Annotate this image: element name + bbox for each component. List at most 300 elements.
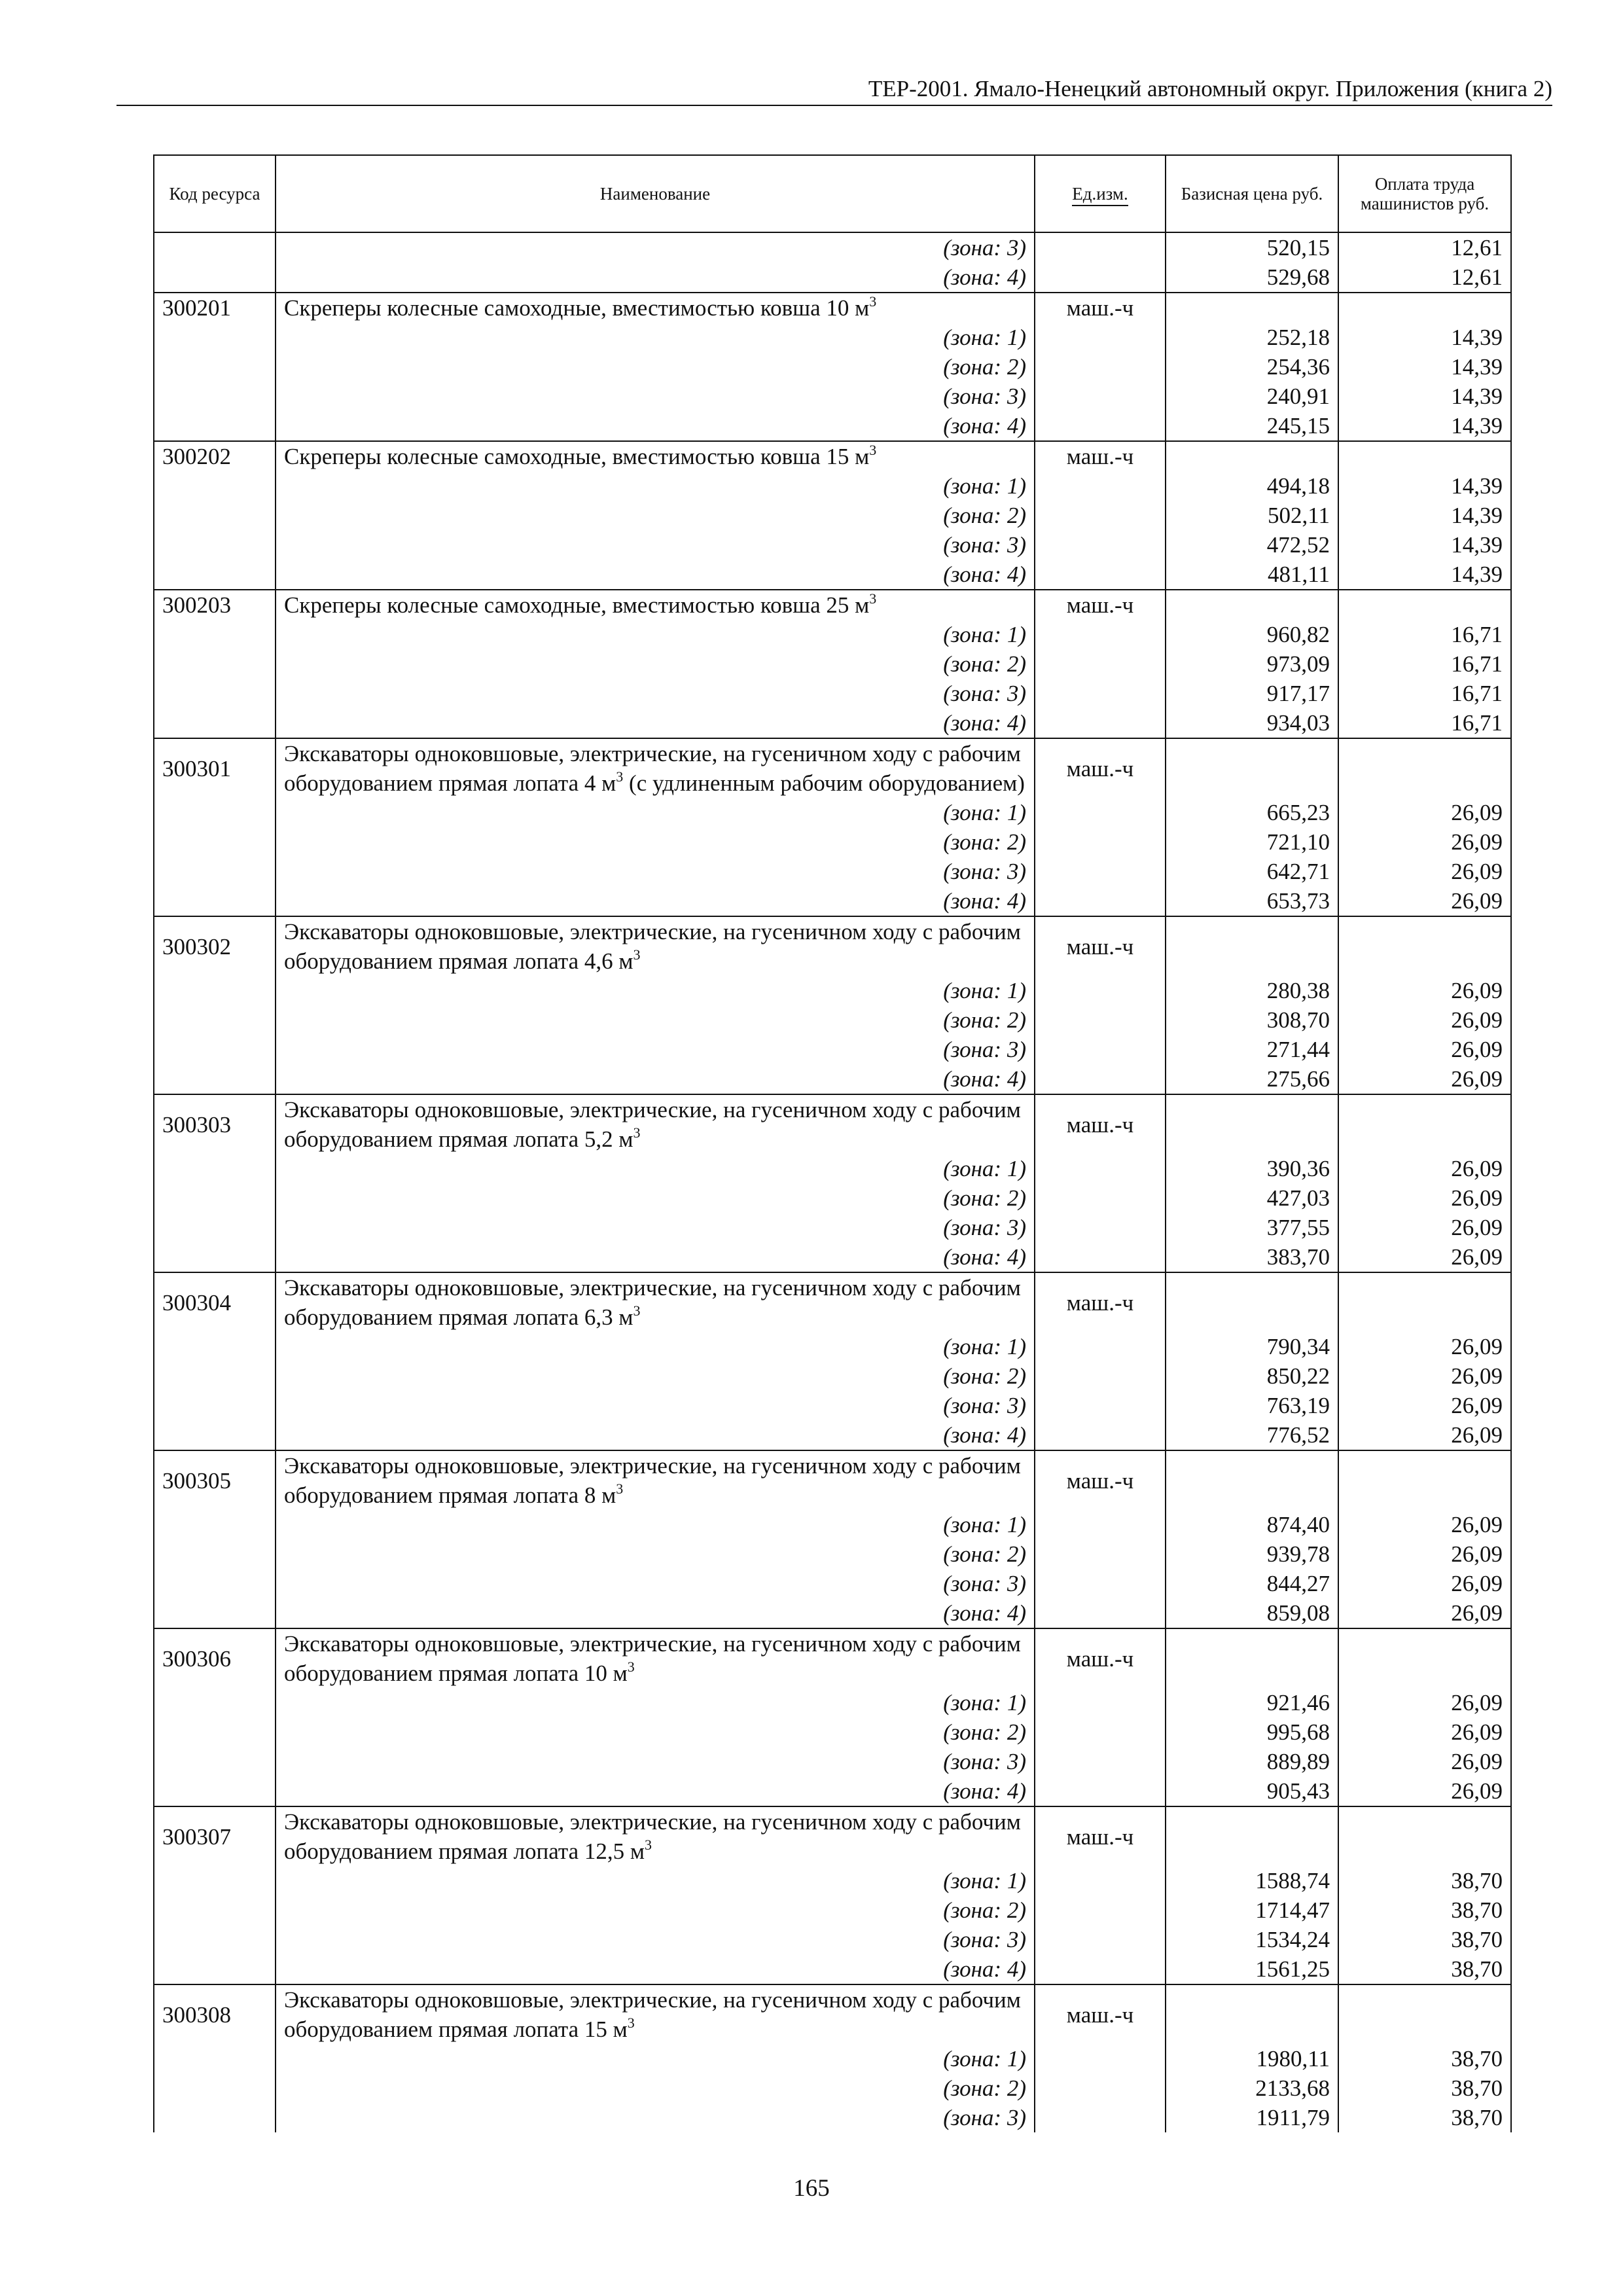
base-price-value: 275,66 bbox=[1166, 1064, 1338, 1094]
resources-table bbox=[153, 154, 1512, 2132]
unit-cell-empty bbox=[1035, 1005, 1166, 1035]
operator-wage-value: 26,09 bbox=[1338, 1332, 1511, 1361]
zone-row bbox=[154, 1539, 1511, 1569]
operator-wage-value: 14,39 bbox=[1338, 471, 1511, 501]
base-price-value: 859,08 bbox=[1166, 1598, 1338, 1628]
unit-cell-empty bbox=[1035, 1569, 1166, 1598]
code-cell-empty bbox=[154, 827, 276, 857]
base-price-value: 844,27 bbox=[1166, 1569, 1338, 1598]
operator-wage-value: 26,09 bbox=[1338, 798, 1511, 827]
zone-label: (зона: 1) bbox=[276, 620, 1035, 649]
code-cell-empty bbox=[154, 679, 276, 708]
base-price-value: 934,03 bbox=[1166, 708, 1338, 738]
resource-name-text: Скреперы колесные самоходные, вместимостью ковша 25 м bbox=[284, 592, 870, 618]
zone-row bbox=[154, 620, 1511, 649]
operator-wage-value: 26,09 bbox=[1338, 1747, 1511, 1776]
operator-wage-value: 14,39 bbox=[1338, 501, 1511, 530]
code-cell-empty bbox=[154, 886, 276, 916]
resource-code: 300306 bbox=[154, 1628, 276, 1688]
zone-row bbox=[154, 649, 1511, 679]
base-price-value: 254,36 bbox=[1166, 352, 1338, 382]
base-price-value: 905,43 bbox=[1166, 1776, 1338, 1806]
code-cell-empty bbox=[154, 1925, 276, 1954]
operator-wage-value: 26,09 bbox=[1338, 1183, 1511, 1213]
unit-superscript: 3 bbox=[616, 1480, 624, 1497]
base-price-value: 1911,79 bbox=[1166, 2103, 1338, 2132]
resource-unit: маш.-ч bbox=[1035, 1984, 1166, 2044]
zone-row bbox=[154, 679, 1511, 708]
resource-name bbox=[276, 1450, 1035, 1510]
base-price-value: 1534,24 bbox=[1166, 1925, 1338, 1954]
operator-wage-value: 26,09 bbox=[1338, 1154, 1511, 1183]
unit-cell-empty bbox=[1035, 382, 1166, 411]
code-cell-empty bbox=[154, 1332, 276, 1361]
zone-row bbox=[154, 857, 1511, 886]
zone-label: (зона: 1) bbox=[276, 976, 1035, 1005]
running-header: ТЕР-2001. Ямало-Ненецкий автономный округ. Приложения (книга 2) bbox=[868, 76, 1552, 101]
unit-cell-empty bbox=[1035, 1064, 1166, 1094]
zone-row bbox=[154, 798, 1511, 827]
base-price-value: 665,23 bbox=[1166, 798, 1338, 827]
zone-label: (зона: 3) bbox=[276, 382, 1035, 411]
zone-row bbox=[154, 1895, 1511, 1925]
zone-label: (зона: 3) bbox=[276, 1747, 1035, 1776]
column-header-labor-label: Оплата труда машинистов руб. bbox=[1360, 174, 1489, 213]
table-body bbox=[154, 232, 1511, 2132]
zone-row bbox=[154, 708, 1511, 738]
resource-unit: маш.-ч bbox=[1035, 916, 1166, 976]
base-price-empty bbox=[1166, 1806, 1338, 1866]
code-cell-empty bbox=[154, 323, 276, 352]
operator-wage-value: 26,09 bbox=[1338, 1035, 1511, 1064]
code-cell-empty bbox=[154, 411, 276, 441]
zone-label: (зона: 1) bbox=[276, 1866, 1035, 1895]
resource-code: 300304 bbox=[154, 1272, 276, 1332]
operator-wage-value: 16,71 bbox=[1338, 620, 1511, 649]
resource-name-text: Экскаваторы одноковшовые, электрические, на гусеничном ходу с рабочим оборудованием прямая лопата 4 м bbox=[284, 741, 1021, 796]
zone-row bbox=[154, 323, 1511, 352]
code-cell-empty bbox=[154, 857, 276, 886]
operator-wage-value: 26,09 bbox=[1338, 1391, 1511, 1420]
unit-cell-empty bbox=[1035, 560, 1166, 590]
base-price-value: 889,89 bbox=[1166, 1747, 1338, 1776]
unit-cell-empty bbox=[1035, 501, 1166, 530]
resource-row bbox=[154, 1450, 1511, 1510]
zone-label: (зона: 4) bbox=[276, 262, 1035, 293]
unit-cell-empty bbox=[1035, 1688, 1166, 1717]
operator-wage-value: 26,09 bbox=[1338, 1539, 1511, 1569]
unit-superscript: 3 bbox=[633, 1124, 641, 1141]
zone-label: (зона: 4) bbox=[276, 1420, 1035, 1450]
resource-name bbox=[276, 293, 1035, 323]
operator-wage-value: 26,09 bbox=[1338, 1420, 1511, 1450]
base-price-value: 1588,74 bbox=[1166, 1866, 1338, 1895]
unit-cell-empty bbox=[1035, 1510, 1166, 1539]
resource-unit: маш.-ч bbox=[1035, 441, 1166, 471]
operator-wage-value: 38,70 bbox=[1338, 2103, 1511, 2132]
zone-row bbox=[154, 262, 1511, 293]
unit-superscript: 3 bbox=[627, 2015, 635, 2031]
column-header-unit-label: Ед.изм. bbox=[1072, 184, 1128, 206]
base-price-value: 1561,25 bbox=[1166, 1954, 1338, 1984]
unit-cell-empty bbox=[1035, 1391, 1166, 1420]
header-rule bbox=[116, 105, 1552, 106]
resource-name-tail: (с удлиненным рабочим оборудованием) bbox=[623, 770, 1025, 796]
zone-label: (зона: 3) bbox=[276, 857, 1035, 886]
zone-label: (зона: 2) bbox=[276, 1895, 1035, 1925]
code-cell-empty bbox=[154, 649, 276, 679]
code-cell-empty bbox=[154, 1688, 276, 1717]
zone-label: (зона: 4) bbox=[276, 1064, 1035, 1094]
unit-cell-empty bbox=[1035, 1925, 1166, 1954]
unit-cell-empty bbox=[1035, 1776, 1166, 1806]
base-price-value: 280,38 bbox=[1166, 976, 1338, 1005]
zone-label: (зона: 4) bbox=[276, 1242, 1035, 1272]
resource-row bbox=[154, 1806, 1511, 1866]
resource-unit: маш.-ч bbox=[1035, 1094, 1166, 1154]
code-cell-empty bbox=[154, 1747, 276, 1776]
zone-label: (зона: 2) bbox=[276, 352, 1035, 382]
zone-row bbox=[154, 2103, 1511, 2132]
unit-cell-empty bbox=[1035, 649, 1166, 679]
resource-name-text: Экскаваторы одноковшовые, электрические, на гусеничном ходу с рабочим оборудованием прямая лопата 10 м bbox=[284, 1631, 1021, 1686]
operator-wage-empty bbox=[1338, 590, 1511, 620]
zone-row bbox=[154, 232, 1511, 262]
zone-label: (зона: 2) bbox=[276, 827, 1035, 857]
zone-label: (зона: 4) bbox=[276, 886, 1035, 916]
zone-row bbox=[154, 1510, 1511, 1539]
zone-label: (зона: 1) bbox=[276, 798, 1035, 827]
unit-cell-empty bbox=[1035, 976, 1166, 1005]
code-cell-empty bbox=[154, 1154, 276, 1183]
unit-cell-empty bbox=[1035, 1598, 1166, 1628]
unit-cell-empty bbox=[1035, 708, 1166, 738]
resource-name-text: Скреперы колесные самоходные, вместимостью ковша 15 м bbox=[284, 444, 870, 469]
base-price-value: 502,11 bbox=[1166, 501, 1338, 530]
zone-label: (зона: 2) bbox=[276, 1005, 1035, 1035]
base-price-value: 850,22 bbox=[1166, 1361, 1338, 1391]
operator-wage-value: 38,70 bbox=[1338, 2044, 1511, 2073]
resource-row bbox=[154, 1628, 1511, 1688]
resource-row bbox=[154, 293, 1511, 323]
resource-name bbox=[276, 738, 1035, 798]
code-cell-empty bbox=[154, 471, 276, 501]
operator-wage-value: 26,09 bbox=[1338, 1569, 1511, 1598]
resource-unit: маш.-ч bbox=[1035, 738, 1166, 798]
zone-label: (зона: 2) bbox=[276, 2073, 1035, 2103]
column-header-code-label: Код ресурса bbox=[169, 184, 260, 204]
resource-name-text: Экскаваторы одноковшовые, электрические, на гусеничном ходу с рабочим оборудованием прямая лопата 5,2 м bbox=[284, 1097, 1021, 1152]
base-price-value: 529,68 bbox=[1166, 262, 1338, 293]
column-header-price-label: Базисная цена руб. bbox=[1181, 184, 1323, 204]
resource-code: 300203 bbox=[154, 590, 276, 620]
resource-name bbox=[276, 1272, 1035, 1332]
resource-unit: маш.-ч bbox=[1035, 1806, 1166, 1866]
operator-wage-empty bbox=[1338, 293, 1511, 323]
base-price-value: 308,70 bbox=[1166, 1005, 1338, 1035]
zone-label: (зона: 2) bbox=[276, 1361, 1035, 1391]
resource-code: 300202 bbox=[154, 441, 276, 471]
zone-row bbox=[154, 886, 1511, 916]
operator-wage-value: 26,09 bbox=[1338, 1242, 1511, 1272]
unit-cell-empty bbox=[1035, 2073, 1166, 2103]
code-cell-empty bbox=[154, 352, 276, 382]
resource-code: 300308 bbox=[154, 1984, 276, 2044]
base-price-empty bbox=[1166, 916, 1338, 976]
operator-wage-empty bbox=[1338, 441, 1511, 471]
base-price-value: 939,78 bbox=[1166, 1539, 1338, 1569]
unit-cell-empty bbox=[1035, 1954, 1166, 1984]
operator-wage-value: 38,70 bbox=[1338, 1954, 1511, 1984]
zone-row bbox=[154, 1598, 1511, 1628]
resource-row bbox=[154, 738, 1511, 798]
zone-label: (зона: 2) bbox=[276, 649, 1035, 679]
unit-cell-empty bbox=[1035, 232, 1166, 262]
code-cell-empty bbox=[154, 2073, 276, 2103]
zone-row bbox=[154, 1688, 1511, 1717]
unit-cell-empty bbox=[1035, 1420, 1166, 1450]
base-price-value: 921,46 bbox=[1166, 1688, 1338, 1717]
zone-label: (зона: 2) bbox=[276, 1183, 1035, 1213]
zone-row bbox=[154, 2073, 1511, 2103]
base-price-value: 874,40 bbox=[1166, 1510, 1338, 1539]
zone-label: (зона: 2) bbox=[276, 1717, 1035, 1747]
operator-wage-value: 26,09 bbox=[1338, 1005, 1511, 1035]
zone-row bbox=[154, 1391, 1511, 1420]
operator-wage-value: 14,39 bbox=[1338, 352, 1511, 382]
unit-cell-empty bbox=[1035, 857, 1166, 886]
base-price-value: 960,82 bbox=[1166, 620, 1338, 649]
zone-label: (зона: 1) bbox=[276, 471, 1035, 501]
base-price-value: 271,44 bbox=[1166, 1035, 1338, 1064]
resource-name bbox=[276, 1628, 1035, 1688]
zone-row bbox=[154, 1717, 1511, 1747]
operator-wage-value: 26,09 bbox=[1338, 886, 1511, 916]
unit-superscript: 3 bbox=[633, 946, 641, 963]
resource-code: 300201 bbox=[154, 293, 276, 323]
zone-row bbox=[154, 1361, 1511, 1391]
table-header bbox=[154, 155, 1511, 232]
base-price-value: 995,68 bbox=[1166, 1717, 1338, 1747]
operator-wage-value: 12,61 bbox=[1338, 262, 1511, 293]
base-price-value: 383,70 bbox=[1166, 1242, 1338, 1272]
zone-label: (зона: 3) bbox=[276, 1569, 1035, 1598]
unit-cell-empty bbox=[1035, 471, 1166, 501]
zone-row bbox=[154, 501, 1511, 530]
zone-label: (зона: 3) bbox=[276, 1925, 1035, 1954]
unit-cell-empty bbox=[1035, 620, 1166, 649]
code-cell-empty bbox=[154, 1895, 276, 1925]
code-cell-empty bbox=[154, 1954, 276, 1984]
code-cell-empty bbox=[154, 1183, 276, 1213]
zone-row bbox=[154, 1569, 1511, 1598]
base-price-value: 494,18 bbox=[1166, 471, 1338, 501]
operator-wage-value: 12,61 bbox=[1338, 232, 1511, 262]
base-price-value: 427,03 bbox=[1166, 1183, 1338, 1213]
operator-wage-value: 26,09 bbox=[1338, 827, 1511, 857]
resource-name bbox=[276, 590, 1035, 620]
operator-wage-empty bbox=[1338, 1450, 1511, 1510]
code-cell-empty bbox=[154, 1510, 276, 1539]
column-header-price bbox=[1166, 155, 1338, 232]
zone-row bbox=[154, 1332, 1511, 1361]
resource-row bbox=[154, 590, 1511, 620]
base-price-value: 252,18 bbox=[1166, 323, 1338, 352]
operator-wage-value: 14,39 bbox=[1338, 560, 1511, 590]
resource-code: 300301 bbox=[154, 738, 276, 798]
code-cell-empty bbox=[154, 1213, 276, 1242]
unit-cell-empty bbox=[1035, 2103, 1166, 2132]
base-price-empty bbox=[1166, 293, 1338, 323]
zone-label: (зона: 3) bbox=[276, 530, 1035, 560]
unit-cell-empty bbox=[1035, 1866, 1166, 1895]
unit-cell-empty bbox=[1035, 2044, 1166, 2073]
operator-wage-value: 26,09 bbox=[1338, 1361, 1511, 1391]
resource-name bbox=[276, 441, 1035, 471]
unit-cell-empty bbox=[1035, 1183, 1166, 1213]
zone-row bbox=[154, 411, 1511, 441]
base-price-value: 377,55 bbox=[1166, 1213, 1338, 1242]
operator-wage-value: 26,09 bbox=[1338, 976, 1511, 1005]
base-price-value: 642,71 bbox=[1166, 857, 1338, 886]
resource-name-text: Экскаваторы одноковшовые, электрические, на гусеничном ходу с рабочим оборудованием прямая лопата 4,6 м bbox=[284, 919, 1021, 974]
zone-row bbox=[154, 1747, 1511, 1776]
zone-row bbox=[154, 1035, 1511, 1064]
zone-label: (зона: 2) bbox=[276, 1539, 1035, 1569]
column-header-unit bbox=[1035, 155, 1166, 232]
resource-name-text: Экскаваторы одноковшовые, электрические, на гусеничном ходу с рабочим оборудованием прямая лопата 8 м bbox=[284, 1453, 1021, 1508]
resource-name bbox=[276, 1094, 1035, 1154]
code-cell-empty bbox=[154, 1005, 276, 1035]
base-price-value: 721,10 bbox=[1166, 827, 1338, 857]
unit-cell-empty bbox=[1035, 530, 1166, 560]
operator-wage-value: 14,39 bbox=[1338, 411, 1511, 441]
zone-label: (зона: 4) bbox=[276, 1954, 1035, 1984]
base-price-empty bbox=[1166, 1628, 1338, 1688]
base-price-value: 472,52 bbox=[1166, 530, 1338, 560]
zone-row bbox=[154, 382, 1511, 411]
unit-cell-empty bbox=[1035, 1539, 1166, 1569]
code-cell-empty bbox=[154, 1420, 276, 1450]
unit-cell-empty bbox=[1035, 323, 1166, 352]
zone-label: (зона: 3) bbox=[276, 1035, 1035, 1064]
unit-cell-empty bbox=[1035, 1242, 1166, 1272]
resource-code: 300307 bbox=[154, 1806, 276, 1866]
column-header-name bbox=[276, 155, 1035, 232]
unit-cell-empty bbox=[1035, 1332, 1166, 1361]
operator-wage-value: 26,09 bbox=[1338, 1064, 1511, 1094]
zone-label: (зона: 4) bbox=[276, 411, 1035, 441]
base-price-value: 481,11 bbox=[1166, 560, 1338, 590]
zone-row bbox=[154, 1213, 1511, 1242]
resource-name-text: Экскаваторы одноковшовые, электрические, на гусеничном ходу с рабочим оборудованием прямая лопата 12,5 м bbox=[284, 1809, 1021, 1864]
zone-row bbox=[154, 1420, 1511, 1450]
unit-cell-empty bbox=[1035, 352, 1166, 382]
code-cell-empty bbox=[154, 382, 276, 411]
base-price-value: 520,15 bbox=[1166, 232, 1338, 262]
column-header-labor bbox=[1338, 155, 1511, 232]
resource-name bbox=[276, 916, 1035, 976]
zone-label: (зона: 4) bbox=[276, 708, 1035, 738]
resource-unit: маш.-ч bbox=[1035, 590, 1166, 620]
resource-unit: маш.-ч bbox=[1035, 1628, 1166, 1688]
base-price-value: 917,17 bbox=[1166, 679, 1338, 708]
zone-label: (зона: 3) bbox=[276, 679, 1035, 708]
zone-label: (зона: 1) bbox=[276, 1154, 1035, 1183]
base-price-value: 1980,11 bbox=[1166, 2044, 1338, 2073]
code-cell-empty bbox=[154, 708, 276, 738]
resource-row bbox=[154, 441, 1511, 471]
operator-wage-value: 16,71 bbox=[1338, 679, 1511, 708]
operator-wage-empty bbox=[1338, 1984, 1511, 2044]
operator-wage-value: 26,09 bbox=[1338, 1776, 1511, 1806]
resource-code: 300303 bbox=[154, 1094, 276, 1154]
unit-superscript: 3 bbox=[645, 1837, 652, 1853]
base-price-value: 776,52 bbox=[1166, 1420, 1338, 1450]
unit-cell-empty bbox=[1035, 798, 1166, 827]
code-cell-empty bbox=[154, 1569, 276, 1598]
zone-label: (зона: 3) bbox=[276, 1213, 1035, 1242]
operator-wage-empty bbox=[1338, 738, 1511, 798]
zone-label: (зона: 1) bbox=[276, 1332, 1035, 1361]
zone-label: (зона: 4) bbox=[276, 1598, 1035, 1628]
resource-code: 300305 bbox=[154, 1450, 276, 1510]
operator-wage-value: 14,39 bbox=[1338, 323, 1511, 352]
column-header-name-label: Наименование bbox=[599, 184, 711, 204]
zone-row bbox=[154, 1005, 1511, 1035]
resource-row bbox=[154, 1984, 1511, 2044]
operator-wage-value: 14,39 bbox=[1338, 530, 1511, 560]
operator-wage-value: 26,09 bbox=[1338, 1598, 1511, 1628]
resource-row bbox=[154, 1272, 1511, 1332]
operator-wage-value: 38,70 bbox=[1338, 1925, 1511, 1954]
zone-label: (зона: 2) bbox=[276, 501, 1035, 530]
base-price-empty bbox=[1166, 738, 1338, 798]
operator-wage-empty bbox=[1338, 1628, 1511, 1688]
operator-wage-value: 26,09 bbox=[1338, 1688, 1511, 1717]
resource-name-text: Экскаваторы одноковшовые, электрические, на гусеничном ходу с рабочим оборудованием прямая лопата 6,3 м bbox=[284, 1275, 1021, 1330]
code-cell-empty bbox=[154, 560, 276, 590]
code-cell-empty bbox=[154, 1391, 276, 1420]
zone-row bbox=[154, 1064, 1511, 1094]
unit-cell-empty bbox=[1035, 1747, 1166, 1776]
base-price-value: 390,36 bbox=[1166, 1154, 1338, 1183]
zone-row bbox=[154, 1866, 1511, 1895]
resource-row bbox=[154, 916, 1511, 976]
code-cell-empty bbox=[154, 2103, 276, 2132]
code-cell-empty bbox=[154, 2044, 276, 2073]
resource-row bbox=[154, 1094, 1511, 1154]
column-header-code bbox=[154, 155, 276, 232]
unit-cell-empty bbox=[1035, 1154, 1166, 1183]
unit-cell-empty bbox=[1035, 411, 1166, 441]
operator-wage-empty bbox=[1338, 1094, 1511, 1154]
base-price-value: 1714,47 bbox=[1166, 1895, 1338, 1925]
zone-label: (зона: 3) bbox=[276, 232, 1035, 262]
base-price-empty bbox=[1166, 1984, 1338, 2044]
base-price-empty bbox=[1166, 1272, 1338, 1332]
zone-row bbox=[154, 1242, 1511, 1272]
resource-unit: маш.-ч bbox=[1035, 1272, 1166, 1332]
code-cell-empty bbox=[154, 1598, 276, 1628]
code-cell-empty bbox=[154, 798, 276, 827]
code-cell-empty bbox=[154, 530, 276, 560]
base-price-value: 245,15 bbox=[1166, 411, 1338, 441]
operator-wage-value: 38,70 bbox=[1338, 1866, 1511, 1895]
unit-superscript: 3 bbox=[869, 442, 877, 458]
page-number: 165 bbox=[793, 2175, 830, 2202]
zone-label: (зона: 1) bbox=[276, 2044, 1035, 2073]
